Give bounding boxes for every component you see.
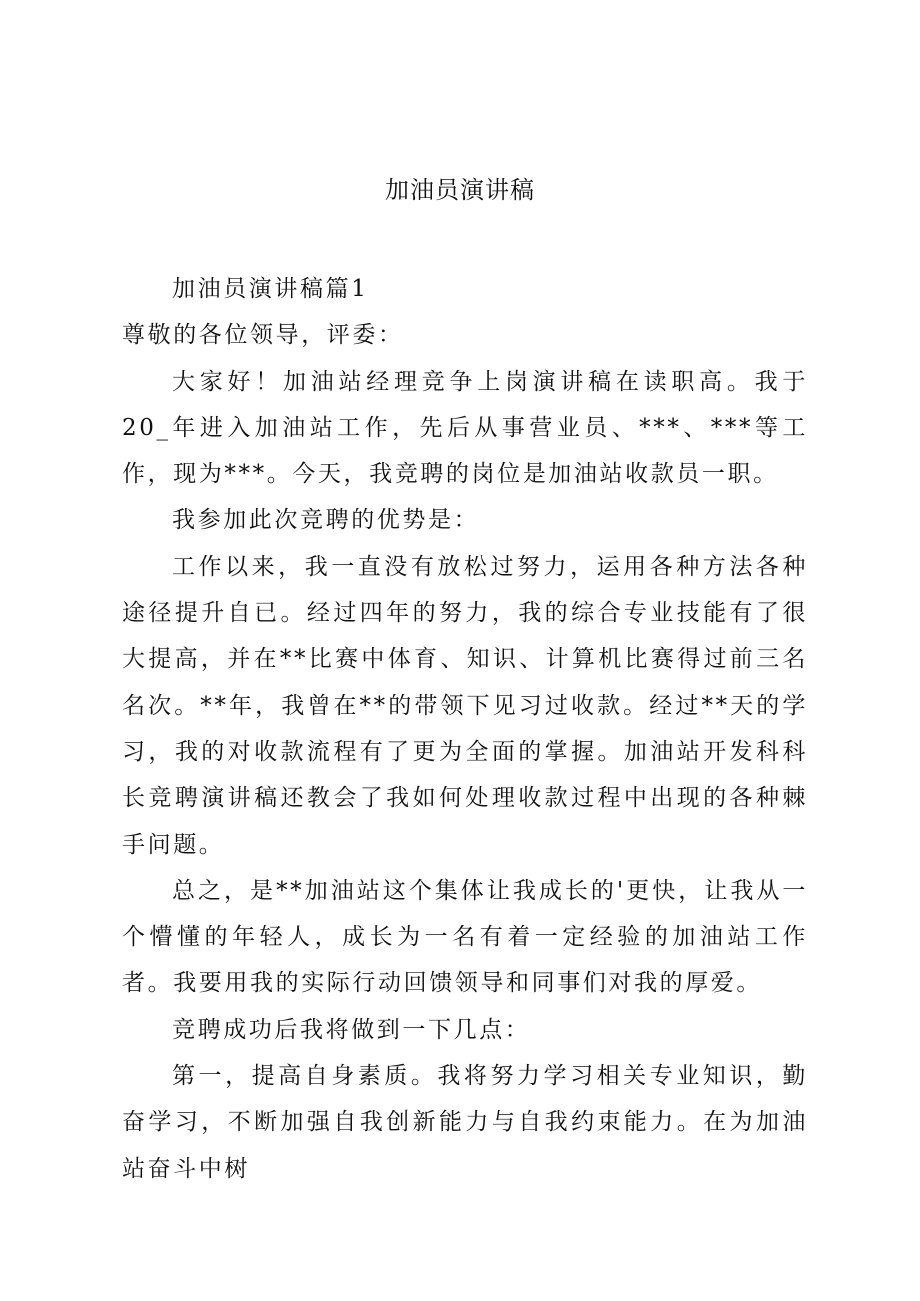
paragraph-plans-lead: 竞聘成功后我将做到一下几点： — [172, 1016, 531, 1043]
paragraph-intro: 大家好！加油站经理竞争上岗演讲稿在读职高。我于20_年进入加油站工作，先后从事营业员、***、***等工作，现为***。今天，我竞聘的岗位是加油站收款员一职。 — [122, 368, 808, 488]
paragraph-summary: 总之，是**加油站这个集体让我成长的'更快，让我从一个懵懂的年轻人，成长为一名有着一定经验的加油站工作者。我要用我的实际行动回馈领导和同事们对我的厚爱。 — [122, 877, 808, 997]
document-body — [122, 266, 808, 1192]
document-title: 加油员演讲稿 — [385, 176, 535, 204]
section-heading: 加油员演讲稿篇1 — [172, 276, 369, 302]
paragraph-experience: 工作以来，我一直没有放松过努力，运用各种方法各种途径提升自已。经过四年的努力，我的综合专业技能有了很大提高，并在**比赛中体育、知识、计算机比赛得过前三名名次。**年，我曾在**的带领下见习过收款。经过**天的学习，我的对收款流程有了更为全面的掌握。加油站开发科科长竞聘演讲稿还教会了我如何处理收款过程中出现的各种棘手问题。 — [122, 553, 808, 858]
paragraph-advantages-lead: 我参加此次竞聘的优势是： — [172, 507, 480, 534]
paragraph-plan-first: 第一，提高自身素质。我将努力学习相关专业知识，勤奋学习，不断加强自我创新能力与自我约束能力。在为加油站奋斗中树 — [122, 1063, 808, 1182]
salutation: 尊敬的各位领导，评委： — [122, 322, 404, 349]
